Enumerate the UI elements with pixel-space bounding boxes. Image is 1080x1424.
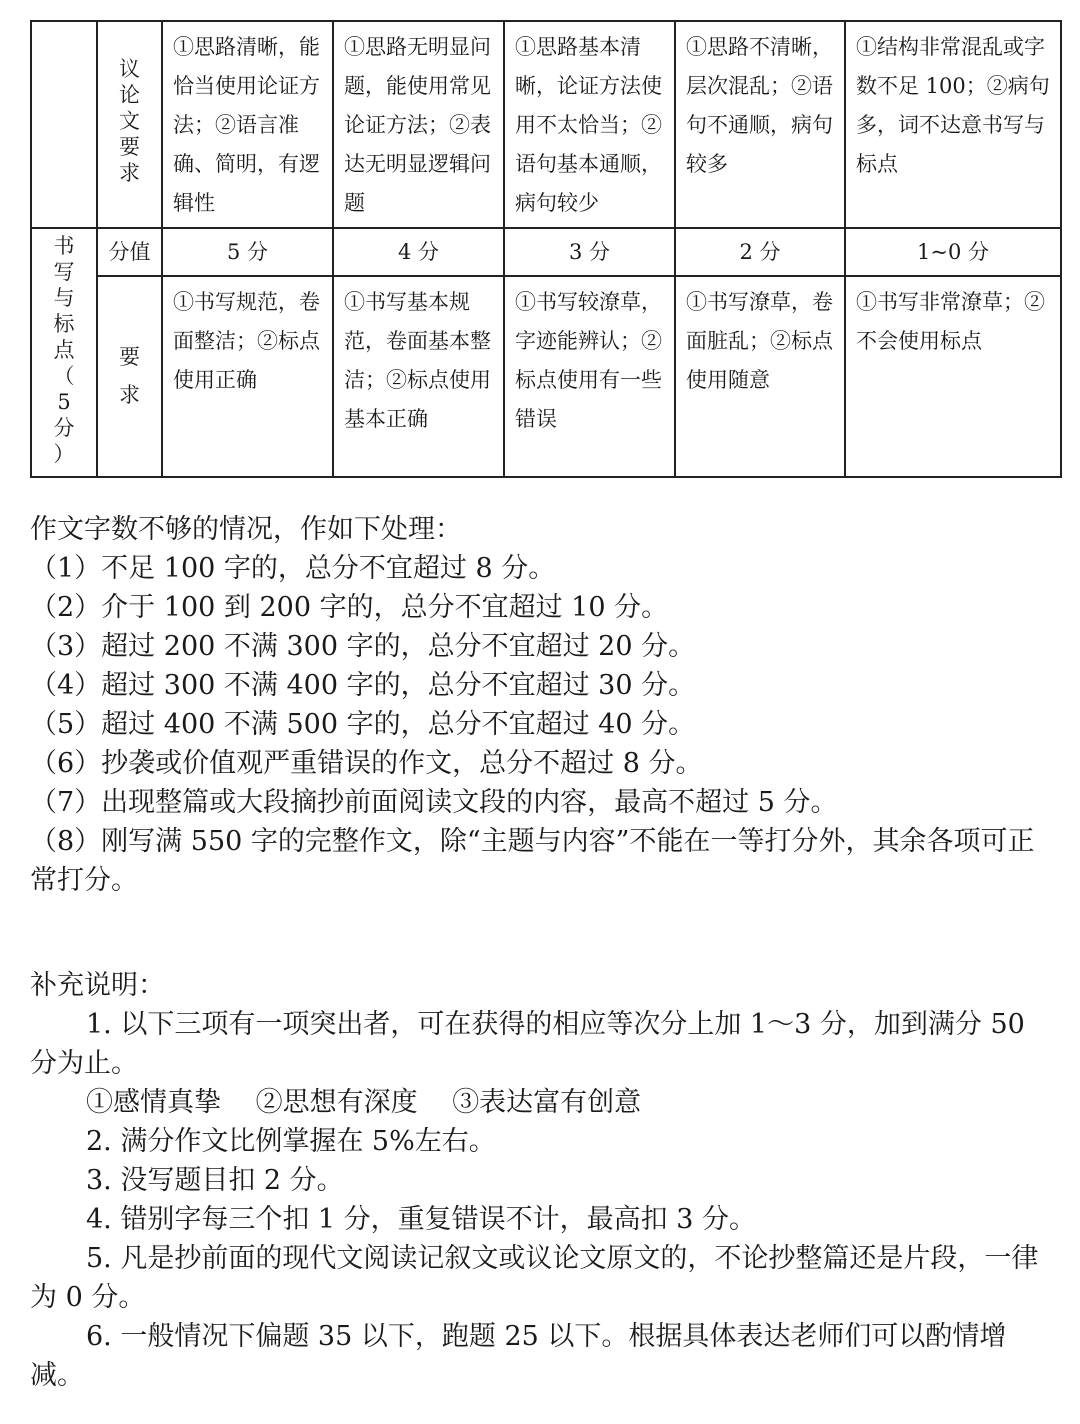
essay-cell-level4: ①思路不清晰，层次混乱；②语句不通顺，病句较多 [675, 21, 845, 228]
supplement-item: 4. 错别字每三个扣 1 分，重复错误不计，最高扣 3 分。 [86, 1204, 757, 1235]
supplement-item: 1. 以下三项有一项突出者，可在获得的相应等次分上加 1～3 分，加到满分 50 分为止。 [30, 1009, 1025, 1079]
requirement-label [97, 276, 162, 477]
essay-cell-level5: ①结构非常混乱或字数不足 100；②病句多，词不达意书写与标点 [845, 21, 1061, 228]
score-level4: 2 分 [675, 228, 845, 276]
score-level5: 1~0 分 [845, 228, 1061, 276]
supplement-item: 5. 凡是抄前面的现代文阅读记叙文或议论文原文的，不论抄整篇还是片段，一律为 0 分。 [30, 1243, 1039, 1313]
writing-punctuation-label [31, 228, 97, 477]
essay-requirement-row [31, 21, 1061, 228]
score-label: 分值 [97, 228, 162, 276]
word-count-item: （1）不足 100 字的，总分不宜超过 8 分。 [30, 553, 556, 584]
req-cell-level4: ①书写潦草，卷面脏乱；②标点使用随意 [675, 276, 845, 477]
supplement-item: 6. 一般情况下偏题 35 以下，跑题 25 以下。根据具体表达老师们可以酌情增减。 [30, 1321, 1007, 1391]
word-count-item: （4）超过 300 不满 400 字的，总分不宜超过 30 分。 [30, 670, 696, 701]
word-count-item: （7）出现整篇或大段摘抄前面阅读文段的内容，最高不超过 5 分。 [30, 787, 838, 818]
writing-requirement-row [31, 276, 1061, 477]
blank-cell [31, 21, 97, 228]
req-cell-level1: ①书写规范，卷面整洁；②标点使用正确 [162, 276, 333, 477]
supplement-section [30, 966, 1060, 1395]
score-level3: 3 分 [504, 228, 675, 276]
score-level2: 4 分 [333, 228, 504, 276]
supplement-heading: 补充说明： [30, 970, 165, 1001]
word-count-item: （3）超过 200 不满 300 字的，总分不宜超过 20 分。 [30, 631, 696, 662]
essay-requirement-label [97, 21, 162, 228]
word-count-heading: 作文字数不够的情况，作如下处理： [30, 514, 462, 545]
score-row [31, 228, 1061, 276]
bonus-criterion: ①感情真挚 [86, 1087, 221, 1118]
word-count-item: （8）刚写满 550 字的完整作文，除“主题与内容”不能在一等打分外，其余各项可正常打分。 [30, 826, 1035, 896]
rubric-table [30, 20, 1062, 478]
essay-cell-level3: ①思路基本清晰，论证方法使用不太恰当；②语句基本通顺，病句较少 [504, 21, 675, 228]
bonus-criterion: ②思想有深度 [255, 1087, 418, 1118]
word-count-item: （2）介于 100 到 200 字的，总分不宜超过 10 分。 [30, 592, 669, 623]
essay-cell-level2: ①思路无明显问题，能使用常见论证方法；②表达无明显逻辑问题 [333, 21, 504, 228]
bonus-criterion: ③表达富有创意 [452, 1087, 642, 1118]
supplement-item: 3. 没写题目扣 2 分。 [86, 1165, 344, 1196]
req-cell-level3: ①书写较潦草，字迹能辨认；②标点使用有一些错误 [504, 276, 675, 477]
score-level1: 5 分 [162, 228, 333, 276]
req-cell-level2: ①书写基本规范，卷面基本整洁；②标点使用基本正确 [333, 276, 504, 477]
word-count-item: （6）抄袭或价值观严重错误的作文，总分不超过 8 分。 [30, 748, 703, 779]
vertical-label: 议 论 文 要 求 [119, 57, 140, 185]
vertical-label: 要 求 [119, 344, 140, 407]
bonus-criteria [30, 1083, 1060, 1122]
supplement-item: 2. 满分作文比例掌握在 5%左右。 [86, 1126, 496, 1157]
req-cell-level5: ①书写非常潦草；②不会使用标点 [845, 276, 1061, 477]
vertical-label: 书 写 与 标 点 （ 5 分 ） [53, 234, 75, 466]
word-count-item: （5）超过 400 不满 500 字的，总分不宜超过 40 分。 [30, 709, 696, 740]
essay-cell-level1: ①思路清晰，能恰当使用论证方法；②语言准确、简明，有逻辑性 [162, 21, 333, 228]
word-count-rules [30, 510, 1060, 900]
